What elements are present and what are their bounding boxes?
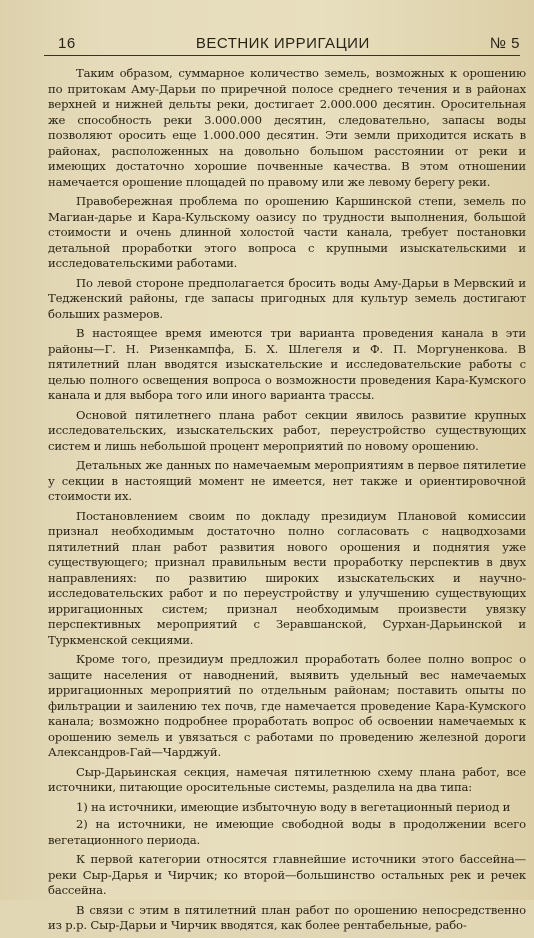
article-body (48, 66, 526, 938)
paragraph: К первой категории относятся главнейшие источники этого бассейна—реки Сыр-Дарья и Чирчик; ко второй—большинство остальных рек и речек бассейна. (48, 852, 526, 897)
paragraph: По левой стороне предполагается бросить воды Аму-Дарьи в Мервский и Тедженский районы, где запасы пригодных для культур земель достигают больших размеров. (48, 275, 526, 321)
list-item: 2) на источники, не имеющие свободной воды в продолжении всего вегетационного периода. (48, 817, 526, 847)
page-header (44, 30, 520, 56)
page-number: 16 (58, 35, 76, 52)
paragraph: Кроме того, президиум предложил проработать более полно вопрос о защите населения от наводнений, выявить удельный вес намечаемых ирригационных мероприятий по отдельным районам; поставить опыты по фильтрации и заилению тех почв, где намечается проведение Кара-Кумского канала; возможно подробнее проработать вопрос об освоении намечаемых к орошению земель и увязаться с работами по проведению железной дороги Александров-Гай—Чарджуй. (48, 652, 526, 759)
paragraph: Постановлением своим по докладу президиум Плановой комиссии признал необходимым достаточно полно согласовать с нацводхозами пятилетний план работ развития нового орошения и поднятия уже существующего; признал правильным вести проработку перспектив в двух направлениях: по развитию широких изыскательских и научно-исследовательских работ и по переустройству и улучшению существующих ирригационных систем; признал необходимым произвести увязку перспективных мероприятий с Зеравшанской, Сурхан-Дарьинской и Туркменской секциями. (48, 508, 526, 647)
paragraph: В настоящее время имеются три варианта проведения канала в эти районы—Г. Н. Ризенкампфа, Б. Х. Шлегеля и Ф. П. Моргуненкова. В пятилетний план вводятся изыскательские и исследовательские работы с целью полного освещения вопроса о возможности проведения Кара-Кумского канала и для выбора того или иного варианта трассы. (48, 326, 526, 402)
journal-title: ВЕСТНИК ИРРИГАЦИИ (195, 35, 370, 52)
issue-number: № 5 (489, 35, 520, 52)
paragraph: Детальных же данных по намечаемым мероприятиям в первое пятилетие у секции в настоящий момент не имеется, нет также и ориентировочной стоимости их. (48, 458, 526, 503)
paragraph: Основой пятилетнего плана работ секции явилось развитие крупных исследовательских, изыскательских работ, переустройство существующих систем и лишь небольшой процент мероприятий по новому орошению. (48, 407, 526, 453)
paragraph: Сыр-Дарьинская секция, намечая пятилетнюю схему плана работ, все источники, питающие оросительные системы, разделила на два типа: (48, 764, 526, 794)
paragraph: Правобережная проблема по орошению Каршинской степи, земель по Магиан-дарье и Кара-Кульскому оазису по трудности выполнения, большой стоимости и очень длинной холостой части канала, требует постановки детальной проработки этого вопроса с крупными изыскательскими и исследовательскими работами. (48, 194, 526, 270)
paragraph: Таким образом, суммарное количество земель, возможных к орошению по притокам Аму-Дарьи по приречной полосе среднего течения и в районах верхней и нижней дельты реки, достигает 2.000.000 десятин. Оросительная же способность реки 3.000.000 десятин, следовательно, запасы воды позволяют оросить еще 1.000.000 десятин. Эти земли приходится искать в районах, расположенных на довольно большом расстоянии от реки и имеющих достаточно хорошие почвенные качества. В этом отношении намечается орошение площадей по правому или же левому берегу реки. (48, 66, 526, 189)
paragraph: В связи с этим в пятилетний план работ по орошению непосредственно из р.р. Сыр-Дарьи и Чирчик вводятся, как более рентабельные, рабо- (48, 902, 526, 932)
list-item: 1) на источники, имеющие избыточную воду в вегетационный период и (76, 799, 511, 814)
